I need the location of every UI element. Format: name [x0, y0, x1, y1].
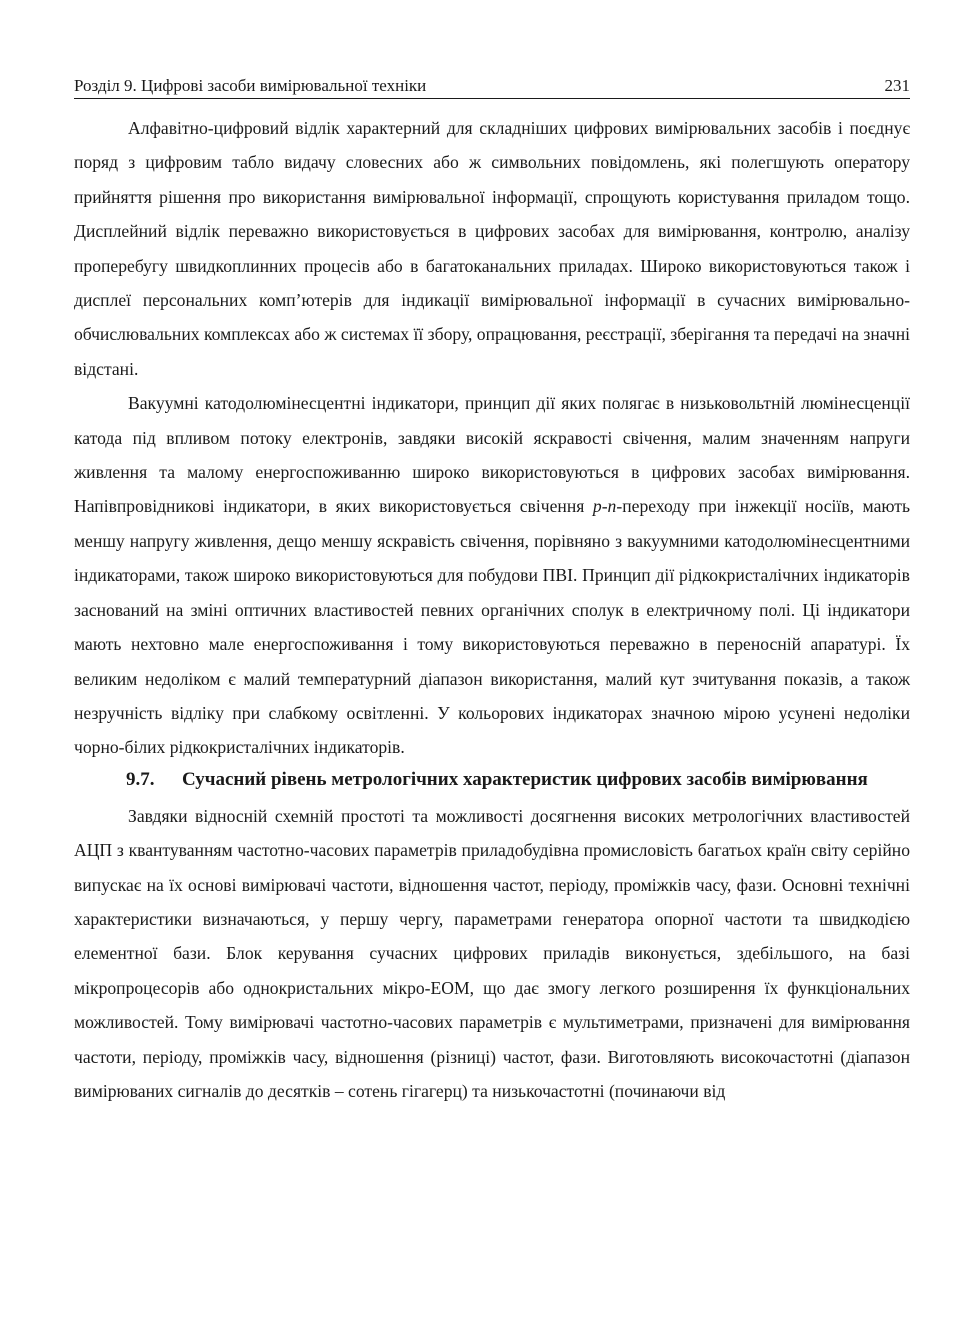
section-title: Сучасний рівень метрологічних характеристик цифрових засобів вимірювання — [182, 768, 868, 790]
page-number: 231 — [884, 76, 910, 95]
paragraph: Алфавітно-цифровий відлік характерний для складніших цифрових вимірювальних засобів і поєднує поряд з цифровим табло видачу словесних або ж символьних повідомлень, які полегшують оператору прийняття рішення про використання вимірювальної інформації, спрощують користування приладом тощо. Дисплейний відлік переважно використовується в цифрових засобах для вимірювання, контролю, аналізу проперебугу швидкоплинних процесів або в багатоканальних приладах. Широко використовуються також і дисплеї персональних комп’ютерів для індикації вимірювальної інформації в сучасних вимірювально-обчислювальних комплексах або ж системах її збору, опрацювання, реєстрації, зберігання та передачі на значні відстані. — [74, 118, 910, 379]
section-heading — [74, 767, 910, 793]
pn-junction-term: p-n — [592, 496, 617, 517]
paragraph — [74, 386, 910, 764]
chapter-title: Розділ 9. Цифрові засоби вимірювальної техніки — [74, 76, 427, 95]
page-body — [74, 111, 910, 1108]
paragraph-text: -переходу при інжекції носіїв, мають меншу напругу живлення, дещо меншу яскравість свічення, порівняно з вакуумними катодолюмінесцентними індикаторами, також широко використовуються для побудови ПВІ. Принцип дії рідкокристалічних індикаторів заснований на зміні оптичних властивостей певних органічних сполук в електричному полі. Ці індикатори мають нехтовно мале енергоспоживання і тому використовуються переважно в переносній апаратурі. Їх великим недоліком є малий температурний діапазон використання, малий кут зчитування показів, а також незручність відліку при слабкому освітленні. У кольорових індикаторах значною мірою усунені недоліки чорно-білих рідкокристалічних індикаторів. — [74, 496, 910, 758]
paragraph: Завдяки відносній схемній простоті та можливості досягнення високих метрологічних властивостей АЦП з квантуванням частотно-часових параметрів приладобудівна промисловість багатьох країн світу серійно випускає на їх основі вимірювачі частоти, відношення частот, періоду, проміжків часу, фази. Основні технічні характеристики визначаються, у першу чергу, параметрами генератора опорної частоти та швидкодією елементної бази. Блок керування сучасних цифрових приладів виконується, здебільшого, на базі мікропроцесорів або однокристальних мікро-ЕОМ, що дає змогу легкого розширення їх функціональних можливостей. Тому вимірювачі частотно-часових параметрів є мультиметрами, призначені для вимірювання частоти, періоду, проміжків часу, відношення (різниці) частот, фази. Виготовляють високочастотні (діапазон вимірюваних сигналів до десятків – сотень гігагерц) та низькочастотні (починаючи від — [74, 805, 910, 1101]
section-number: 9.7. — [126, 768, 155, 790]
running-head — [74, 76, 910, 99]
book-page — [74, 76, 910, 1108]
paragraph-text: Вакуумні катодолюмінесцентні індикатори, принцип дії яких полягає в низьковольтній люмінесценції катода під впливом потоку електронів, завдяки високій яскравості свічення, малим значенням напруги живлення та малому енергоспоживанню широко використовуються в цифрових засобах вимірювання. Напівпровідникові індикатори, в яких використовується свічення — [74, 393, 910, 517]
